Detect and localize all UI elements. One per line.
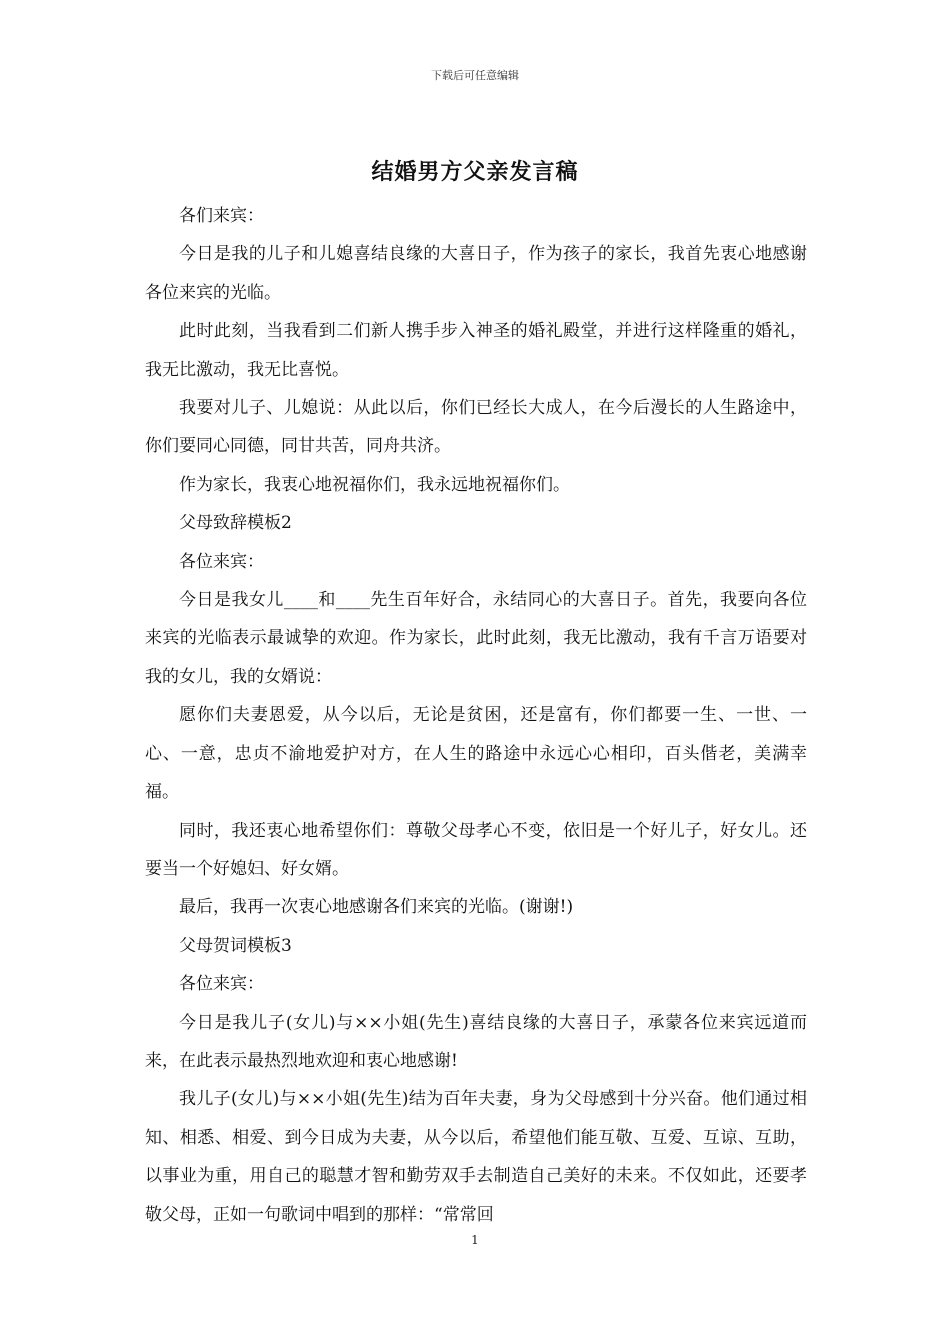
paragraph: 今日是我的儿子和儿媳喜结良缘的大喜日子，作为孩子的家长，我首先衷心地感谢各位来宾的光临。 [145,244,807,303]
paragraph: 同时，我还衷心地希望你们：尊敬父母孝心不变，依旧是一个好儿子，好女儿。还要当一个好媳妇、好女婿。 [145,820,807,879]
paragraph: 今日是我儿子(女儿)与××小姐(先生)喜结良缘的大喜日子，承蒙各位来宾远道而来，在此表示最热烈地欢迎和衷心地感谢! [145,1012,807,1071]
page-number: 1 [471,1233,479,1247]
paragraph: 愿你们夫妻恩爱，从今以后，无论是贫困，还是富有，你们都要一生、一世、一心、一意，忠贞不渝地爱护对方，在人生的路途中永远心心相印，百头偕老，美满幸福。 [145,705,807,803]
paragraph: 我儿子(女儿)与××小姐(先生)结为百年夫妻，身为父母感到十分兴奋。他们通过相知、相悉、相爱、到今日成为夫妻，从今以后，希望他们能互敬、互爱、互谅、互助，以事业为重，用自己的聪慧才智和勤劳双手去制造自己美好的未来。不仅如此，还要孝敬父母，正如一句歌词中唱到的那样：“常常回 [145,1089,807,1225]
section-heading: 父母贺词模板3 [179,935,292,956]
document-title: 结婚男方父亲发言稿 [371,159,579,185]
paragraph: 最后，我再一次衷心地感谢各们来宾的光临。(谢谢!) [179,897,574,918]
page-header: 下载后可任意编辑 [431,69,519,82]
paragraph: 各位来宾： [179,974,264,995]
paragraph: 我要对儿子、儿媳说：从此以后，你们已经长大成人，在今后漫长的人生路途中，你们要同心同德，同甘共苦，同舟共济。 [145,398,807,457]
paragraph: 此时此刻，当我看到二们新人携手步入神圣的婚礼殿堂，并进行这样隆重的婚礼，我无比激动，我无比喜悦。 [145,321,807,380]
paragraph: 各位来宾： [179,551,264,572]
paragraph: 今日是我女儿____和____先生百年好合，永结同心的大喜日子。首先，我要向各位来宾的光临表示最诚挚的欢迎。作为家长，此时此刻，我无比激动，我有千言万语要对我的女儿，我的女婿说： [145,590,807,687]
section-heading: 父母致辞模板2 [179,513,292,534]
document-body [145,197,807,1234]
paragraph: 作为家长，我衷心地祝福你们，我永远地祝福你们。 [179,474,570,495]
paragraph: 各们来宾： [179,206,264,226]
